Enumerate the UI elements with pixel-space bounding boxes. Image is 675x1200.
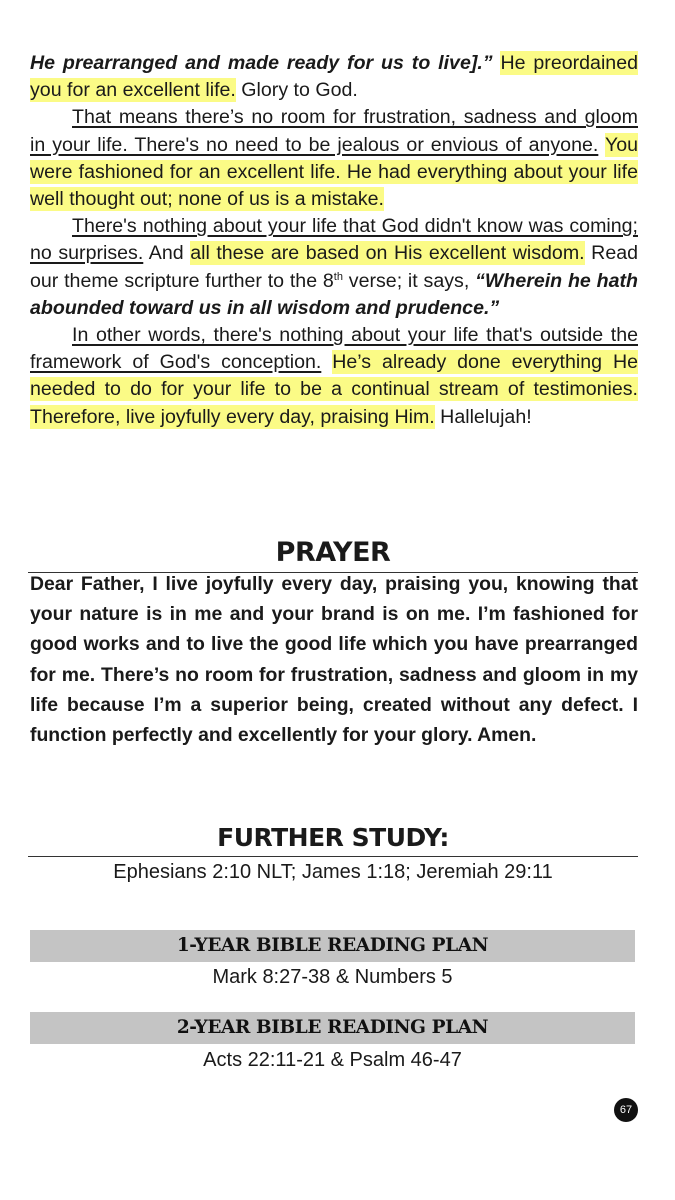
body-text: Glory to God.	[235, 79, 358, 102]
underlined-text: That means there’s no room for frustration, sadness and gloom in your life. There's no need to be jealous or envious of anyone.	[30, 106, 638, 156]
paragraph-4	[30, 322, 638, 431]
further-study-heading: FURTHER STUDY:	[28, 820, 638, 857]
paragraph-1	[30, 50, 638, 104]
page-number-badge: 67	[614, 1098, 638, 1122]
one-year-plan-heading: 1-YEAR BIBLE READING PLAN	[30, 930, 635, 962]
highlighted-text: You were fashioned for an excellent life. He had everything about your life well thought out; none of us is a mistake.	[30, 133, 639, 211]
body-text: verse; it says,	[342, 269, 476, 292]
two-year-plan-heading: 2-YEAR BIBLE READING PLAN	[30, 1012, 635, 1044]
two-year-plan-reading: Acts 22:11-21 & Psalm 46-47	[203, 1049, 462, 1071]
highlighted-text: all these are based on His excellent wisdom.	[190, 242, 585, 265]
paragraph-2	[30, 104, 638, 213]
devotional-body	[30, 50, 638, 431]
scripture-quote: He prearranged and made ready for us to live].”	[30, 52, 493, 74]
scripture-quote: “Wherein he hath abounded toward us in all wisdom and prudence.”	[30, 269, 638, 319]
prayer-text: Dear Father, I live joyfully every day, praising you, knowing that your nature is in me and your brand is on me. I’m fashioned for good works and to live the good life which you have prearranged for me. There’s no room for frustration, sadness and gloom in my life because I’m a superior being, created without any defect. I function perfectly and excellently for your glory. Amen.	[30, 573, 638, 747]
one-year-plan-reading: Mark 8:27-38 & Numbers 5	[212, 966, 453, 988]
body-text: And	[143, 242, 191, 265]
underlined-text: In other words, there's nothing about your life that's outside the framework of God's conception.	[30, 324, 638, 374]
prayer-heading: PRAYER	[28, 534, 638, 573]
ordinal-suffix: th	[333, 270, 343, 283]
body-text: Hallelujah!	[434, 405, 532, 428]
further-study-references: Ephesians 2:10 NLT; James 1:18; Jeremiah 29:11	[113, 861, 553, 883]
highlighted-text: He preordained you for an excellent life.	[30, 52, 638, 102]
paragraph-3	[30, 213, 638, 322]
body-text: Read our theme scripture further to the 8	[30, 242, 639, 292]
underlined-text: There's nothing about your life that God didn't know was coming; no surprises.	[30, 215, 638, 265]
highlighted-text: He’s already done everything He needed to do for your life to be a continual stream of testimonies. Therefore, live joyfully every day, praising Him.	[30, 351, 639, 428]
